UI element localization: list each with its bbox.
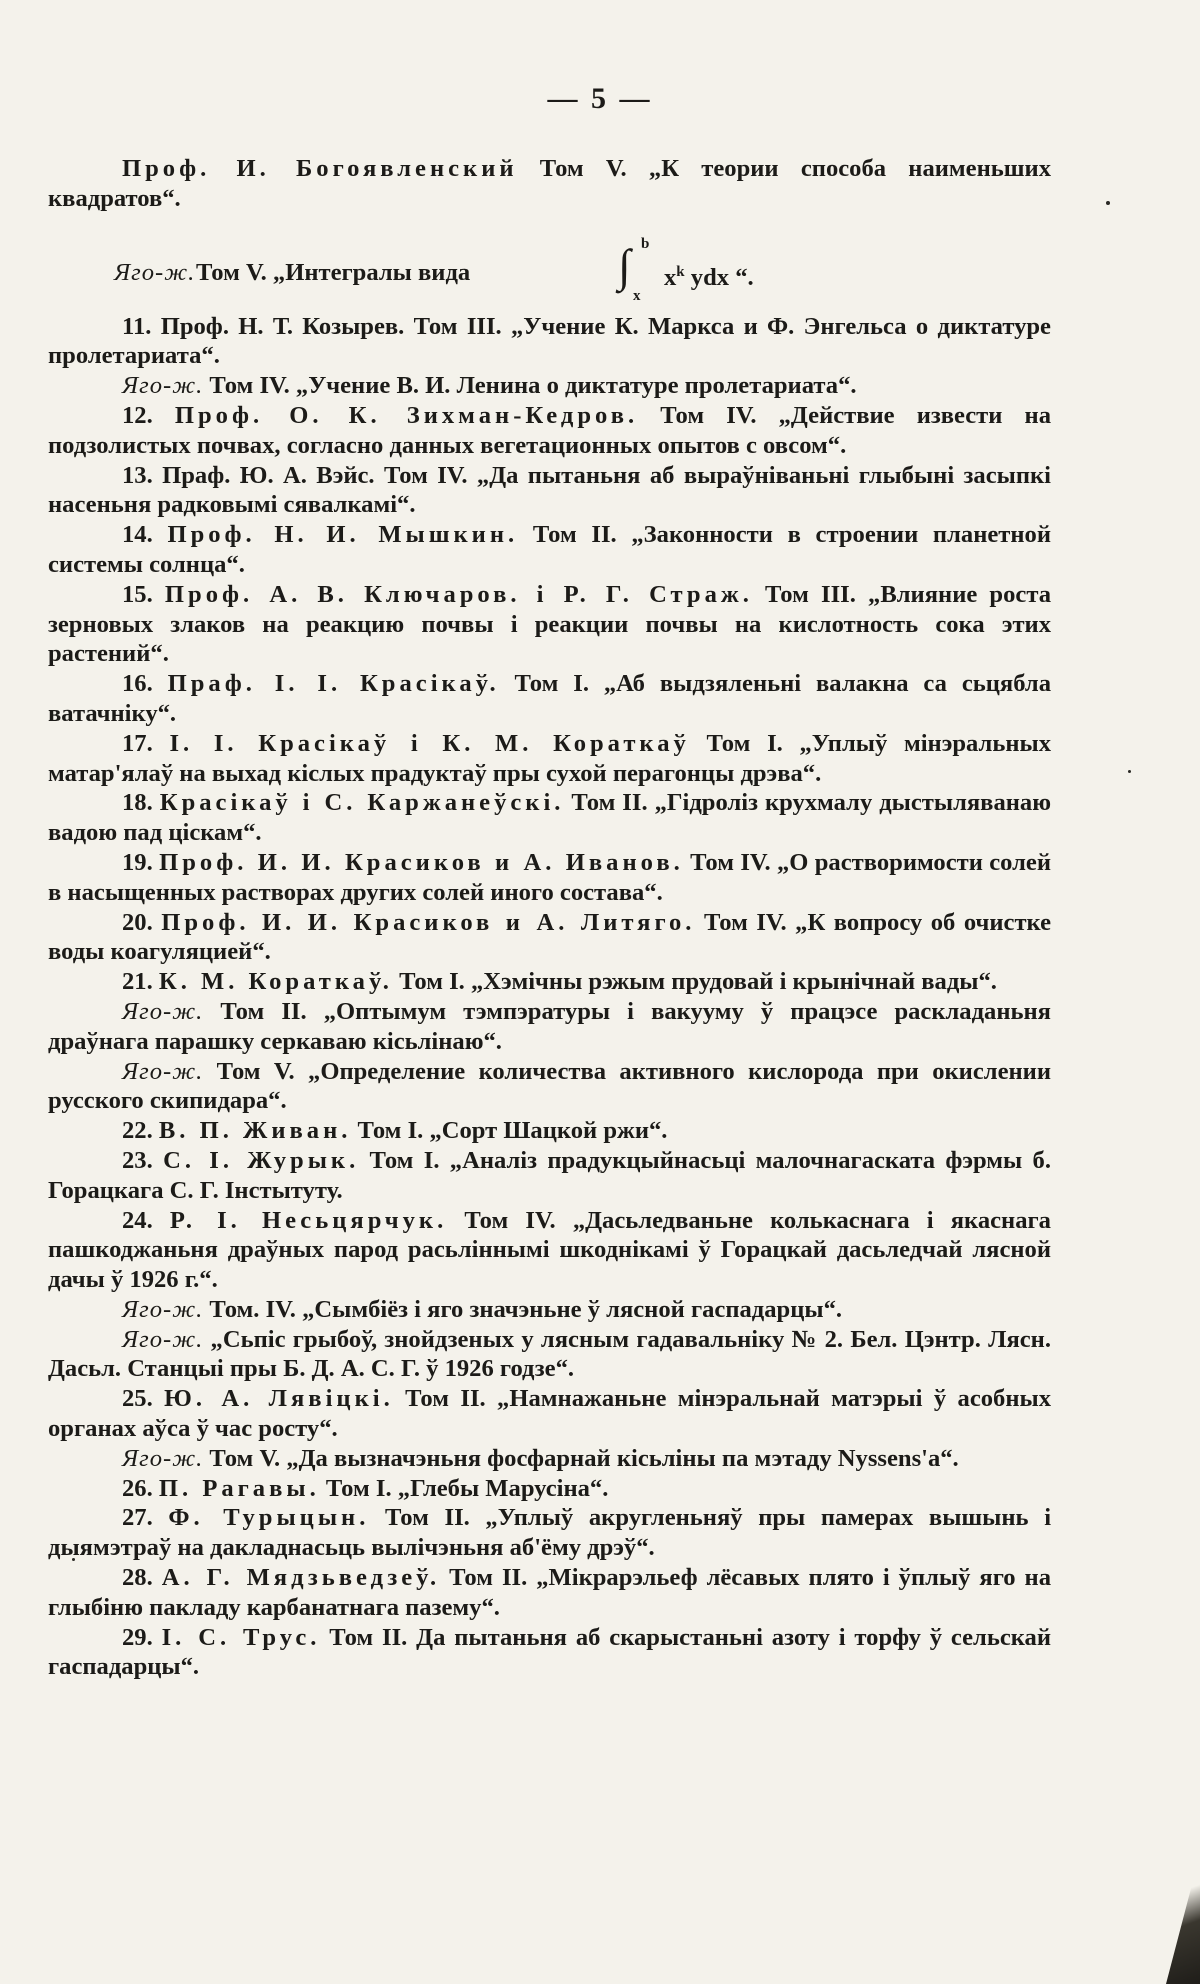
entry-text: Том III. „Учение К. Маркса и Ф. Энгельса о диктатуре пролетариата“.: [48, 312, 1051, 370]
entry-text: Том II. Да пытаньня аб скарыстаньні азоту і торфу ў сельскай гаспадарцы“.: [48, 1623, 1052, 1681]
entry-author: Проф. И. И. Красиков и А. Иванов.: [159, 848, 684, 876]
entry-author: Р. І. Несьцярчук.: [169, 1206, 448, 1234]
entry-number: 15.: [122, 580, 165, 608]
entry-author: Праф. Ю. А. Вэйс.: [162, 461, 375, 489]
entry-text: Том II. „Оптымум тэмпэратуры і вакууму ў працэсе раскладаньня драўнага парашку серкаваю кісьлінаю“.: [48, 997, 1051, 1055]
entry-prefix: Яго-ж.: [122, 1295, 204, 1323]
entry-bogojavlenskij: [48, 154, 1051, 214]
entry-integral: [48, 235, 1051, 304]
entry-18: [48, 788, 1051, 848]
entry-21-c: [48, 1057, 1051, 1117]
entry-text: Том V. „Интегралы вида: [196, 258, 471, 286]
entry-text: Том IV. „К вопросу об очистке воды коагуляцией“.: [48, 908, 1052, 966]
entry-number: 25.: [122, 1385, 165, 1413]
integrand-power: k: [676, 263, 685, 280]
entry-author: К. М. Кораткаў.: [158, 968, 393, 996]
bibliography-list: [48, 154, 1051, 1682]
entry-author: Проф. А. В. Ключаров. і Р. Г. Страж.: [164, 580, 753, 608]
entry-text: Том V. „К теории способа наименьших квадратов“.: [48, 155, 1051, 212]
entry-number: 13.: [122, 461, 163, 489]
entry-prefix: Яго-ж.: [122, 1057, 204, 1085]
entry-15: [48, 580, 1051, 669]
entry-27: [48, 1503, 1051, 1563]
entry-text: Том I. „Сорт Шацкой ржи“.: [351, 1117, 668, 1145]
entry-12: [48, 401, 1051, 461]
entry-number: 17.: [122, 729, 170, 757]
entry-text: Том II. „Гідроліз крухмалу дыстыляванаю вадою пад ціскам“.: [48, 789, 1052, 847]
entry-19: [48, 848, 1051, 908]
integral-sign-icon: ∫: [618, 239, 631, 291]
entry-11: [48, 312, 1051, 372]
entry-24-b: [48, 1295, 1051, 1325]
entry-text: Том II. „Законности в строении планетной системы солнца“.: [48, 521, 1052, 578]
entry-text: Том I. „Хэмічны рэжым прудовай і крынічнай вады“.: [392, 968, 997, 996]
entry-author: Проф. И. И. Красиков и А. Литяго.: [161, 908, 696, 936]
entry-author: Проф. Н. Т. Козырев.: [160, 312, 405, 340]
entry-16: [48, 669, 1051, 729]
entry-text: Том II. „Намнажаньне мінэральнай матэрыі ў асобных органах аўса ў час росту“.: [48, 1385, 1052, 1443]
integral-expression: [664, 258, 754, 293]
entry-25: [48, 1384, 1051, 1444]
entry-prefix: Яго-ж.: [114, 258, 196, 286]
entry-number: 26.: [122, 1474, 159, 1502]
entry-number: 12.: [122, 401, 175, 429]
page-corner-shadow: [1166, 1854, 1200, 1984]
entry-21-b: [48, 997, 1051, 1057]
entry-number: 14.: [122, 521, 168, 549]
entry-number: 21.: [122, 968, 159, 996]
entry-number: 22.: [122, 1117, 159, 1145]
entry-author: С. І. Журык.: [163, 1146, 360, 1174]
entry-29: [48, 1623, 1051, 1683]
entry-author: Ф. Турыцын.: [168, 1504, 370, 1532]
entry-text: Том IV. „Действие извести на подзолистых почвах, согласно данных вегетационных опытов с овсом“.: [48, 401, 1052, 459]
entry-20: [48, 908, 1051, 968]
entry-author: Красікаў і С. Каржанеўскі.: [159, 789, 565, 817]
entry-17: [48, 729, 1051, 789]
entry-22: [48, 1116, 1051, 1146]
entry-text: Том IV. „Учение В. И. Ленина о диктатуре пролетариата“.: [203, 372, 857, 400]
entry-text: „Сьпіс грыбоў, знойдзеных у лясным гадавальніку № 2. Бел. Цэнтр. Лясн. Дасьл. Станцыі пры Б. Д. А. С. Г. ў 1926 годзе“.: [48, 1325, 1051, 1383]
entry-24-c: [48, 1325, 1051, 1385]
entry-author: Проф. О. К. Зихман-Кедров.: [174, 401, 639, 429]
entry-25-b: [48, 1444, 1051, 1474]
entry-text: Том V. „Да вызначэньня фосфарнай кісьліны па мэтаду Nyssens'a“.: [203, 1444, 959, 1472]
entry-number: 19.: [122, 848, 160, 876]
entry-author: Ю. А. Лявіцкі.: [164, 1385, 394, 1413]
entry-text: Том IV. „Да пытаньня аб выраўніваньні глыбыні засыпкі насеньня радковымі сявалкамі“.: [48, 461, 1052, 519]
entry-number: 20.: [122, 908, 162, 936]
entry-prefix: Яго-ж.: [122, 1325, 204, 1353]
integral-upper-limit: b: [641, 235, 650, 252]
entry-author: Проф. И. Богоявленский: [122, 155, 518, 182]
entry-text: Том II. „Мікрарэльеф лёсавых плято і ўплыў яго на глыбіню пакладу карбанатнага пазему“.: [48, 1564, 1051, 1621]
entry-24: [48, 1206, 1051, 1295]
entry-number: 16.: [122, 670, 168, 698]
entry-prefix: Яго-ж.: [122, 372, 204, 400]
entry-23: [48, 1146, 1051, 1206]
entry-text: ydx “.: [684, 263, 754, 291]
integral-lower-limit: x: [633, 287, 641, 304]
entry-author: В. П. Живан.: [158, 1117, 352, 1145]
entry-26: [48, 1474, 1051, 1504]
entry-number: 24.: [122, 1206, 170, 1234]
entry-text: Том II. „Уплыў акругленьняў пры памерах вышынь і дыямэтраў на дакладнасьць вылічэньня аб'ёму дрэў“.: [48, 1504, 1052, 1562]
entry-21: [48, 967, 1051, 997]
entry-author: А. Г. Мядзьведзеў.: [161, 1564, 441, 1592]
entry-number: 27.: [122, 1504, 169, 1532]
page-number: — 5 —: [547, 82, 653, 115]
ink-spot: [1128, 770, 1131, 773]
entry-number: 23.: [122, 1146, 164, 1174]
entry-prefix: Яго-ж.: [122, 997, 204, 1025]
entry-author: І. І. Красікаў і К. М. Кораткаў: [169, 729, 690, 757]
entry-13: [48, 461, 1051, 521]
entry-text: Том I. „Аб выдзяленьні валакна са сьцябла ватачніку“.: [48, 670, 1051, 727]
entry-number: 18.: [122, 789, 160, 817]
entry-14: [48, 520, 1051, 580]
entry-author: Праф. І. І. Красікаў.: [167, 670, 500, 698]
entry-text: Том I. „Аналіз прадукцыйнасьці малочнагаската фэрмы б. Горацкага С. Г. Інстытуту.: [48, 1146, 1052, 1204]
entry-text: Том. IV. „Сымбіёз і яго значэньне ў лясной гаспадарцы“.: [203, 1295, 843, 1323]
entry-prefix: Яго-ж.: [122, 1444, 204, 1472]
entry-text: Том I. „Глебы Марусіна“.: [319, 1474, 609, 1502]
ink-spot: [1106, 201, 1110, 205]
entry-text: Том IV. „Дасьледваньне колькаснага і якаснага пашкоджаньня драўных парод расьлiннымі шкоднікамі ў Горацкай дасьледчай лясной дачы ў 1926 г.“.: [48, 1206, 1051, 1294]
entry-text: Том V. „Определение количества активного кислорода при окислении русского скипидара“.: [48, 1057, 1051, 1115]
entry-number: 29.: [122, 1623, 162, 1651]
entry-number: 11.: [122, 312, 161, 340]
entry-text: Том III. „Влияние роста зерновых злаков на реакцию почвы і реакции почвы на кислотность сока этих растений“.: [48, 580, 1051, 668]
entry-author: П. Рагавы.: [158, 1474, 320, 1502]
entry-text: Том I. „Уплыў мінэральных матар'ялаў на выхад кіслых прадуктаў пры сухой перагонцы дрэва“.: [48, 729, 1052, 787]
entry-author: Проф. Н. И. Мышкин.: [167, 521, 519, 549]
entry-number: 28.: [122, 1564, 162, 1592]
integrand: x: [664, 263, 677, 291]
entry-text: Том IV. „О растворимости солей в насыщенных растворах других солей иного состава“.: [48, 848, 1051, 906]
entry-28: [48, 1563, 1051, 1623]
entry-author: І. С. Трус.: [161, 1623, 321, 1651]
entry-11-b: [48, 371, 1051, 401]
